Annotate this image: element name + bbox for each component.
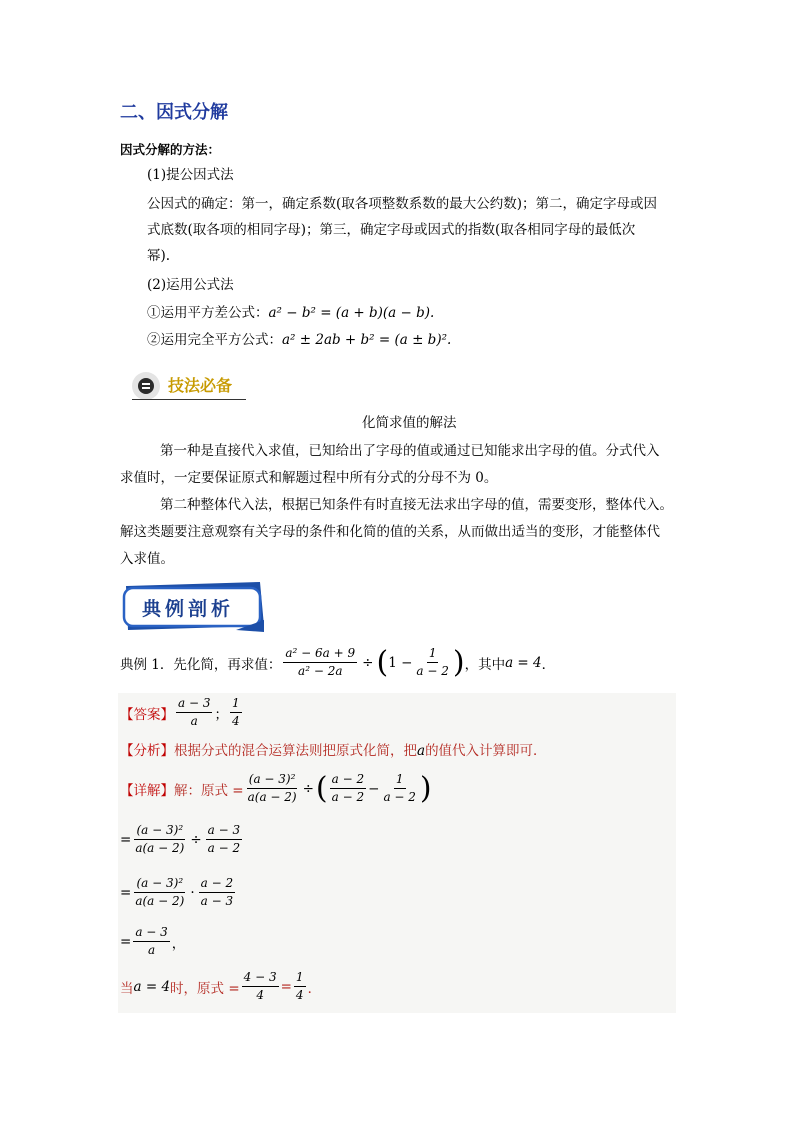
example-inner-den: a − 2 bbox=[416, 664, 449, 678]
example-one-minus: 1 − bbox=[388, 654, 413, 671]
example-end: ． bbox=[541, 656, 556, 673]
detail-prefix: 解：原式 = bbox=[174, 782, 244, 799]
analysis-var: a bbox=[417, 743, 426, 759]
final-mid: 时，原式 = bbox=[170, 980, 240, 997]
answer-frac-1-den: a bbox=[190, 714, 198, 728]
step3-r-den: a − 3 bbox=[200, 894, 234, 908]
final-prefix: 当 bbox=[120, 980, 134, 997]
step4-num: a − 3 bbox=[133, 925, 169, 942]
tips-heading: 技法必备 bbox=[168, 376, 233, 395]
tips-badge bbox=[132, 372, 160, 400]
example-main-den: a² − 2a bbox=[298, 664, 343, 678]
final-r-num: 1 bbox=[294, 970, 306, 987]
analysis-line bbox=[120, 738, 547, 765]
example-banner bbox=[118, 580, 266, 634]
step4-end: ， bbox=[171, 935, 186, 952]
step4-line bbox=[120, 925, 185, 958]
step2-r-num: a − 3 bbox=[206, 823, 242, 840]
final-line bbox=[120, 970, 321, 1003]
step1-frac bbox=[246, 772, 299, 805]
tips-p1-line1: 第一种是直接代入求值，已知给出了字母的值或通过已知能求出字母的值。分式代入 bbox=[160, 443, 660, 459]
final-num: 4 − 3 bbox=[242, 970, 279, 987]
step1-close-paren-icon: ) bbox=[419, 770, 432, 806]
answer-frac-1-num: a − 3 bbox=[176, 696, 212, 713]
step1-den: a(a − 2) bbox=[247, 790, 297, 804]
step1-p2-frac bbox=[381, 772, 417, 805]
tips-subheading: 化简求值的解法 bbox=[362, 415, 457, 431]
tips-p1-line2: 求值时，一定要保证原式和解题过程中所有分式的分母不为 0。 bbox=[120, 470, 498, 486]
detail-label: 【详解】 bbox=[120, 782, 174, 799]
formula-2-label: ②运用完全平方公式： bbox=[147, 332, 282, 348]
example-div: ÷ bbox=[362, 654, 374, 671]
step4-den: a bbox=[147, 943, 156, 957]
step1-p1-frac bbox=[330, 772, 366, 805]
step1-p1-num: a − 2 bbox=[330, 772, 366, 789]
answer-line bbox=[120, 696, 244, 729]
tips-p2-line3: 入求值。 bbox=[120, 551, 174, 567]
step3-frac bbox=[133, 876, 186, 909]
analysis-text-2: 的值代入计算即可． bbox=[425, 743, 547, 759]
step3-op: · bbox=[190, 884, 195, 901]
analysis-text-1: 根据分式的混合运算法则把原式化简，把 bbox=[174, 743, 417, 759]
formula-1 bbox=[147, 300, 434, 327]
answer-frac-2-num: 1 bbox=[230, 696, 242, 713]
methods-intro: 因式分解的方法： bbox=[120, 142, 221, 157]
answer-frac-1 bbox=[176, 696, 212, 729]
method-1-title: (1)提公因式法 bbox=[147, 167, 234, 183]
tips-p2-line2: 解这类题要注意观察有关字母的条件和化简的值的关系，从而做出适当的变形，才能整体代 bbox=[120, 524, 660, 540]
formula-1-label: ①运用平方差公式： bbox=[147, 305, 269, 321]
step2-line bbox=[120, 823, 244, 856]
step3-num: (a − 3)² bbox=[134, 876, 185, 893]
step2-eq: = bbox=[120, 831, 132, 848]
step3-line bbox=[120, 876, 237, 909]
step2-r-den: a − 2 bbox=[207, 841, 241, 855]
example-prefix: 典例 1．先化简，再求值： bbox=[120, 656, 282, 673]
method-2-title: (2)运用公式法 bbox=[147, 277, 234, 293]
final-den: 4 bbox=[256, 988, 264, 1002]
formula-2-expr: a² ± 2ab + b² = (a ± b)². bbox=[282, 332, 452, 348]
example-main-num: a² − 6a + 9 bbox=[283, 646, 357, 663]
answer-label: 【答案】 bbox=[120, 706, 174, 723]
final-r-den: 4 bbox=[295, 988, 304, 1002]
step2-r-frac bbox=[206, 823, 242, 856]
final-eq: = bbox=[280, 978, 292, 995]
example-banner-label: 典例剖析 bbox=[142, 598, 235, 620]
step2-den: a(a − 2) bbox=[135, 841, 185, 855]
step4-eq: = bbox=[120, 933, 132, 950]
step1-p2-den: a − 2 bbox=[383, 790, 416, 804]
method-1-body-line1: 公因式的确定：第一，确定系数(取各项整数系数的最大公约数)；第二，确定字母或因 bbox=[147, 196, 658, 212]
example-main-fraction bbox=[283, 646, 357, 679]
step3-r-frac bbox=[199, 876, 235, 909]
formula-1-expr: a² − b² = (a + b)(a − b). bbox=[268, 305, 435, 321]
step1-open-paren-icon: ( bbox=[315, 770, 328, 806]
step3-r-num: a − 2 bbox=[199, 876, 235, 893]
step1-minus: − bbox=[368, 780, 380, 797]
method-1-body-line2: 式底数(取各项的相同字母)；第三，确定字母或因式的指数(取各相同字母的最低次 bbox=[147, 222, 636, 238]
step2-op: ÷ bbox=[190, 831, 202, 848]
answer-sep: ； bbox=[214, 706, 228, 723]
step1-op: ÷ bbox=[302, 780, 314, 797]
final-frac bbox=[242, 970, 279, 1003]
book-icon bbox=[138, 378, 154, 394]
step1-p2-num: 1 bbox=[394, 772, 406, 789]
step1-num: (a − 3)² bbox=[247, 772, 298, 789]
example-question bbox=[120, 646, 555, 679]
analysis-label: 【分析】 bbox=[120, 743, 174, 759]
open-paren-icon: ( bbox=[376, 644, 389, 680]
example-inner-fraction bbox=[414, 646, 450, 679]
formula-2 bbox=[147, 327, 451, 354]
section-title: 二、因式分解 bbox=[120, 102, 228, 123]
step3-eq: = bbox=[120, 884, 132, 901]
answer-frac-2 bbox=[230, 696, 242, 729]
example-suffix: ，其中 bbox=[464, 656, 506, 673]
step1-p1-den: a − 2 bbox=[331, 790, 365, 804]
final-r-frac bbox=[294, 970, 306, 1003]
step3-den: a(a − 2) bbox=[135, 894, 185, 908]
tips-p2-line1: 第二种整体代入法，根据已知条件有时直接无法求出字母的值，需要变形，整体代入。 bbox=[160, 497, 673, 513]
close-paren-icon: ) bbox=[452, 644, 465, 680]
step2-frac bbox=[133, 823, 186, 856]
method-1-body-line3: 幂). bbox=[147, 248, 171, 264]
final-cond: a = 4 bbox=[133, 978, 171, 995]
answer-frac-2-den: 4 bbox=[231, 714, 240, 728]
step2-num: (a − 3)² bbox=[134, 823, 185, 840]
step4-frac bbox=[133, 925, 169, 958]
example-inner-num: 1 bbox=[427, 646, 439, 663]
tips-underline bbox=[132, 399, 246, 400]
detail-line bbox=[120, 772, 432, 805]
example-cond: a = 4 bbox=[505, 654, 542, 671]
final-end: ． bbox=[307, 980, 322, 997]
